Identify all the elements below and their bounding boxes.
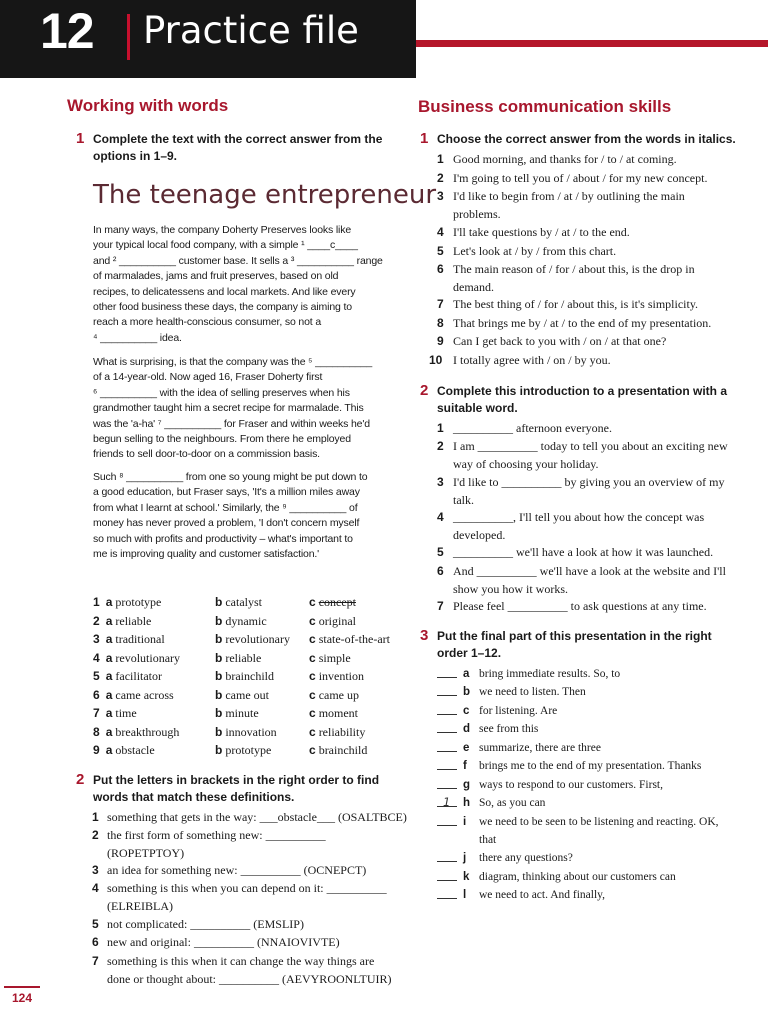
item-text: I'll take questions by / at / to the end. (453, 225, 630, 239)
option-number: 7 (93, 706, 100, 720)
option-c-cell: c concept (309, 595, 356, 609)
item-text: The main reason of / for / about this, is the drop in (453, 262, 695, 276)
article-line: recipes, to delicatessens and local markets. And like every (93, 285, 356, 298)
option-number: 2 (93, 613, 100, 628)
option-b: came out (225, 687, 269, 702)
option-b: prototype (225, 743, 272, 757)
item-text: we need to act. And finally, (479, 889, 606, 901)
item-number: 1 (437, 421, 444, 435)
left-ex1-instruction (76, 130, 393, 165)
article-line: money has never proved a problem, 'I don't concern myself (93, 517, 360, 530)
item-text: diagram, thinking about our customers can (479, 871, 676, 883)
gap-item (437, 563, 726, 598)
article-line: me is improving quality and customer satisfaction.' (93, 547, 320, 560)
item-number: 5 (92, 917, 99, 931)
page-number: 124 (4, 986, 40, 1012)
instruction-line: suitable word. (437, 401, 518, 415)
definition-item (92, 809, 407, 827)
item-text: Good morning, and thanks for / to / at coming. (453, 152, 677, 166)
item-text: I'd like to begin from / at / by outlining the main (453, 189, 685, 203)
item-text: demand. (453, 279, 494, 294)
gap-item (437, 544, 714, 562)
choice-item (437, 224, 630, 242)
item-number: 4 (437, 225, 444, 239)
item-letter: e (463, 742, 470, 754)
item-letter: h (463, 797, 471, 809)
item-number: 9 (437, 334, 444, 348)
answer-blank[interactable] (437, 769, 457, 770)
exercise-number: 1 (420, 130, 429, 147)
right-ex3-instruction (420, 627, 737, 662)
item-number: 2 (437, 439, 444, 453)
option-a: facilitator (115, 669, 163, 683)
option-c: state-of-the-art (318, 632, 390, 646)
definition-item (92, 827, 326, 862)
instruction-line: Put the letters in brackets in the right order to find (93, 773, 380, 787)
definition-item (92, 916, 304, 934)
answer-blank[interactable] (437, 788, 457, 789)
section-heading-working-with-words: Working with words (67, 96, 229, 115)
definition-item (92, 862, 367, 880)
item-number: 6 (92, 935, 99, 949)
article-line: begun selling to the neighbours. From there he employed (93, 432, 351, 445)
article-line: In many ways, the company Doherty Preserves looks like (93, 224, 352, 236)
option-row: 4 a revolutionary (93, 650, 181, 665)
item-letter: k (463, 871, 470, 883)
item-text: And __________ we'll have a look at the website and I'll (453, 564, 726, 578)
article-line: from what I learnt at school.' Similarly, the ⁹ __________ of (93, 501, 358, 514)
gap-item (437, 420, 612, 438)
item-number: 3 (437, 475, 444, 489)
option-row: 6 a came across (93, 687, 174, 702)
article-line: reach a more health-conscious consumer, so not a (93, 316, 322, 329)
option-a: breakthrough (115, 724, 180, 739)
item-text: developed. (453, 527, 506, 542)
item-number: 1 (92, 810, 99, 824)
answer-blank[interactable] (437, 677, 457, 678)
item-text: new and original: __________ (NNAIOVIVTE) (107, 935, 340, 949)
item-text: bring immediate results. So, to (479, 668, 621, 680)
option-number: 1 (93, 595, 100, 609)
right-ex1-instruction (420, 130, 737, 148)
item-letter: j (463, 852, 467, 864)
gap-item (437, 598, 707, 616)
answer-blank[interactable] (437, 880, 457, 881)
option-row: 5 a facilitator (93, 669, 163, 683)
option-number: 6 (93, 687, 100, 702)
option-a: traditional (115, 632, 165, 646)
exercise-number: 2 (420, 382, 429, 399)
definition-item (92, 880, 387, 915)
item-text: __________ we'll have a look at how it was launched. (453, 545, 714, 559)
option-b: innovation (225, 724, 277, 739)
article-line: was the 'a-ha' ⁷ __________ for Fraser and within weeks he'd (93, 417, 370, 430)
item-text: summarize, there are three (479, 742, 601, 754)
item-text: see from this (479, 723, 539, 735)
option-c-cell: c came up (309, 687, 359, 702)
item-number: 5 (437, 545, 444, 559)
header-divider (127, 14, 130, 60)
gap-item (437, 509, 705, 544)
item-number: 7 (92, 954, 99, 968)
option-c-cell: c simple (309, 650, 351, 665)
instruction-line: Choose the correct answer from the words in italics. (437, 132, 736, 146)
article-line: ⁶ __________ with the idea of selling preserves when his (93, 386, 350, 399)
item-letter: g (463, 779, 471, 791)
item-letter: d (463, 723, 471, 735)
item-letter: a (463, 668, 470, 680)
answer-blank[interactable] (437, 825, 457, 826)
definition-item (92, 934, 340, 952)
answer-blank[interactable] (437, 751, 457, 752)
option-b: brainchild (225, 669, 274, 683)
item-text: not complicated: __________ (EMSLIP) (107, 917, 304, 931)
item-text: something that gets in the way: ___obstacle___ (OSALTBCE) (107, 810, 407, 824)
option-c: came up (318, 687, 359, 702)
option-c: concept (318, 595, 356, 609)
option-c: moment (318, 706, 359, 720)
option-b: catalyst (225, 595, 262, 609)
option-b-cell: b prototype (215, 743, 272, 757)
page-title: Practice file (143, 9, 359, 52)
article-line: of a 14-year-old. Now aged 16, Fraser Doherty first (93, 371, 323, 384)
item-text: Let's look at / by / from this chart. (453, 244, 617, 258)
choice-item (437, 151, 677, 169)
item-number: 10 (429, 353, 443, 367)
article-line: ⁴ __________ idea. (93, 331, 182, 344)
choice-item (437, 243, 617, 261)
left-ex2-instruction (76, 771, 393, 806)
item-text: problems. (453, 206, 501, 221)
handwritten-answer: 1 (443, 795, 451, 809)
article-paragraph-3 (93, 470, 367, 562)
option-b: reliable (225, 650, 262, 665)
item-number: 4 (92, 881, 99, 895)
item-text: __________, I'll tell you about how the concept was (453, 510, 705, 524)
gap-item (437, 474, 725, 509)
answer-blank[interactable] (437, 898, 457, 899)
item-text: I'm going to tell you of / about / for my new concept. (453, 171, 708, 185)
choice-item (437, 333, 667, 351)
item-number: 7 (437, 599, 444, 613)
article-line: a good education, but Fraser says, 'It's a million miles away (93, 486, 360, 499)
article-line: grandmother taught him a secret recipe for marmalade. This (93, 402, 364, 415)
option-row: 8 a breakthrough (93, 724, 180, 739)
choice-item (437, 296, 699, 314)
answer-blank[interactable] (437, 714, 457, 715)
option-row: 7 a time (93, 706, 137, 720)
option-b-cell: b catalyst (215, 595, 262, 609)
instruction-line: Put the final part of this presentation in the right (437, 629, 712, 643)
gap-item (437, 438, 728, 473)
item-text: __________ afternoon everyone. (453, 421, 612, 435)
item-number: 7 (437, 297, 444, 311)
option-c-cell: c moment (309, 706, 359, 720)
option-number: 9 (93, 743, 100, 757)
section-heading-business-communication: Business communication skills (418, 97, 672, 116)
option-number: 8 (93, 724, 100, 739)
choice-item (437, 315, 712, 333)
item-text: way of choosing your holiday. (453, 456, 599, 471)
item-number: 3 (92, 863, 99, 877)
item-number: 6 (437, 564, 444, 578)
item-text: I'd like to __________ by giving you an overview of my (453, 475, 725, 489)
item-letter: l (463, 889, 467, 901)
item-letter: c (463, 705, 470, 717)
item-text: for listening. Are (479, 705, 558, 717)
item-text: That brings me by / at / to the end of my presentation. (453, 316, 712, 330)
option-a: time (115, 706, 137, 720)
option-b: minute (225, 706, 259, 720)
option-c: simple (318, 650, 351, 665)
article-paragraph-2 (93, 355, 372, 463)
article-line: other food business these days, the company is aiming to (93, 300, 352, 313)
exercise-number: 1 (76, 130, 85, 147)
item-text: The best thing of / for / about this, is it's simplicity. (453, 297, 699, 311)
choice-item (437, 170, 708, 188)
exercise-number: 3 (420, 627, 429, 644)
choice-item (437, 261, 695, 296)
article-line: so much with profits and productivity – what's important to (93, 532, 353, 545)
option-a: came across (115, 687, 174, 702)
option-c-cell: c invention (309, 669, 365, 683)
option-c: reliability (318, 724, 366, 739)
item-text: we need to listen. Then (479, 686, 586, 698)
option-number: 3 (93, 632, 100, 646)
option-c: invention (318, 669, 365, 683)
item-text: something is this when it can change the way things are (107, 954, 375, 968)
item-text: done or thought about: __________ (AEVYROONLTUIR) (107, 971, 392, 986)
option-a: prototype (115, 595, 162, 609)
item-text: I totally agree with / on / by you. (453, 353, 611, 367)
right-ex2-instruction (420, 382, 737, 417)
option-number: 5 (93, 669, 100, 683)
item-text: I am __________ today to tell you about an exciting new (453, 439, 728, 453)
instruction-line: Complete this introduction to a presentation with a (437, 384, 728, 398)
option-c: original (318, 613, 357, 628)
item-text: ways to respond to our customers. First, (479, 779, 663, 791)
item-text: that (479, 834, 497, 846)
item-text: there any questions? (479, 852, 573, 864)
item-number: 3 (437, 189, 444, 203)
instruction-line: Complete the text with the correct answer from the (93, 132, 383, 146)
item-number: 2 (437, 171, 444, 185)
option-b: dynamic (225, 613, 267, 628)
option-a: revolutionary (115, 650, 181, 665)
option-number: 4 (93, 650, 100, 665)
item-number: 1 (437, 152, 444, 166)
choice-item (429, 352, 611, 370)
item-letter: b (463, 686, 471, 698)
header-red-rule (416, 40, 768, 47)
item-text: show you how it works. (453, 581, 569, 596)
article-line: of marmalades, jams and fruit preserves, based on old (93, 270, 339, 283)
option-c-cell: c original (309, 613, 357, 628)
article-line: What is surprising, is that the company was the ⁵ __________ (93, 356, 373, 368)
item-number: 5 (437, 244, 444, 258)
item-text: Please feel __________ to ask questions at any time. (453, 599, 707, 613)
item-number: 4 (437, 510, 444, 524)
item-text: So, as you can (479, 797, 546, 809)
article-title: The teenage entrepreneur (93, 180, 437, 210)
option-c: brainchild (318, 743, 368, 757)
item-letter: i (463, 816, 467, 828)
option-c-cell: c reliability (309, 724, 366, 739)
item-text: (ELREIBLA) (107, 898, 173, 913)
article-line: and ² __________ customer base. It sells a ³ __________ range (93, 254, 383, 267)
exercise-number: 2 (76, 771, 85, 788)
option-row: 1 a prototype (93, 595, 162, 609)
article-line: friends to sell door-to-door on a commission basis. (93, 448, 320, 461)
unit-number: 12 (40, 3, 94, 59)
option-b: revolutionary (225, 632, 290, 646)
option-b-cell: b innovation (215, 724, 277, 739)
answer-blank[interactable] (437, 861, 457, 862)
option-row: 2 a reliable (93, 613, 152, 628)
definition-item (92, 953, 392, 988)
article-paragraph-1 (93, 223, 383, 346)
option-b-cell: b minute (215, 706, 259, 720)
item-number: 2 (92, 828, 99, 842)
article-line: Such ⁸ __________ from one so young might be put down to (93, 471, 368, 483)
item-text: (ROPETPTOY) (107, 845, 185, 860)
item-text: Can I get back to you with / on / at that one? (453, 334, 667, 348)
answer-blank[interactable] (437, 732, 457, 733)
choice-item (437, 188, 685, 223)
option-b-cell: b came out (215, 687, 269, 702)
option-c-cell: c brainchild (309, 743, 368, 757)
item-number: 8 (437, 316, 444, 330)
article-line: your typical local food company, with a simple ¹ ____c____ (93, 239, 358, 252)
item-text: the first form of something new: __________ (107, 828, 326, 842)
option-b-cell: b revolutionary (215, 632, 290, 646)
instruction-line: words that match these definitions. (93, 790, 295, 804)
option-a: obstacle (115, 743, 155, 757)
option-row: 3 a traditional (93, 632, 165, 646)
item-text: something is this when you can depend on it: __________ (107, 881, 387, 895)
option-b-cell: b brainchild (215, 669, 274, 683)
option-b-cell: b dynamic (215, 613, 267, 628)
item-text: an idea for something new: __________ (OCNEPCT) (107, 863, 367, 877)
instruction-line: options in 1–9. (93, 149, 178, 163)
item-text: talk. (453, 492, 474, 507)
item-text: we need to be seen to be listening and reacting. OK, (479, 816, 719, 828)
item-number: 6 (437, 262, 444, 276)
option-c-cell: c state-of-the-art (309, 632, 390, 646)
option-row: 9 a obstacle (93, 743, 155, 757)
item-letter: f (463, 760, 467, 772)
instruction-line: order 1–12. (437, 646, 502, 660)
option-b-cell: b reliable (215, 650, 262, 665)
item-text: brings me to the end of my presentation. Thanks (479, 760, 702, 772)
option-a: reliable (115, 613, 152, 628)
answer-blank[interactable] (437, 695, 457, 696)
